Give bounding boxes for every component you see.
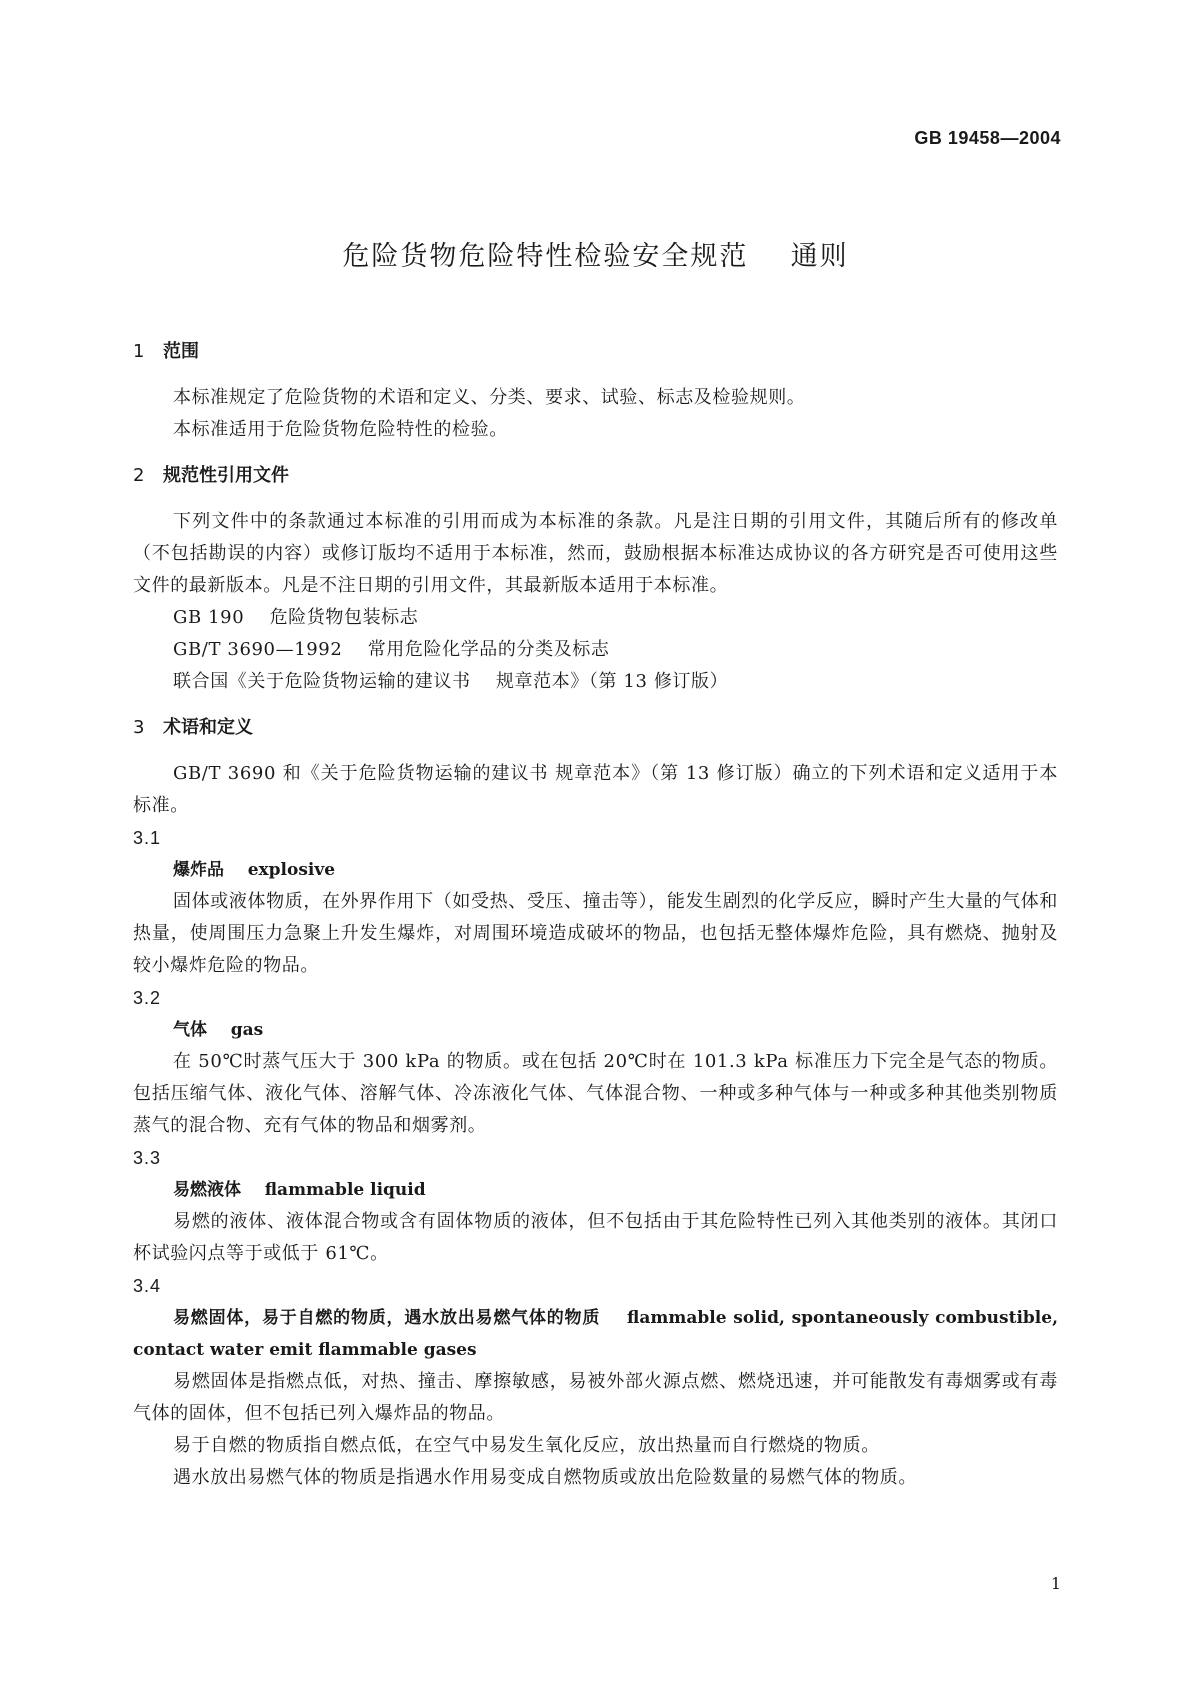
term-definition: 遇水放出易燃气体的物质是指遇水作用易变成自燃物质或放出危险数量的易燃气体的物质。 (173, 1467, 917, 1488)
scope-paragraph: 本标准规定了危险货物的术语和定义、分类、要求、试验、标志及检验规则。 (173, 387, 806, 408)
term-definition: 固体或液体物质，在外界作用下（如受热、受压、撞击等），能发生剧烈的化学反应，瞬时产生大量的气体和热量，使周围压力急聚上升发生爆炸，对周围环境造成破坏的物品，也包括无整体爆炸危险，具有燃烧、抛射及较小爆炸危险的物品。 (133, 891, 1058, 976)
term-chinese: 气体 (173, 1020, 207, 1040)
term-english: flammable liquid (264, 1180, 426, 1200)
section-number: 1 (133, 341, 145, 362)
term-heading (133, 1014, 1058, 1046)
section-heading-scope (133, 336, 1058, 368)
clause-number: 3.3 (133, 1148, 162, 1168)
section-title: 范围 (163, 341, 199, 362)
section-heading-normative-references (133, 460, 1058, 492)
clause-number: 3.1 (133, 828, 162, 848)
section-heading-terms-definitions (133, 712, 1058, 744)
document-body (133, 336, 1064, 1494)
term-chinese: 易燃液体 (173, 1180, 241, 1200)
clause-number: 3.2 (133, 988, 162, 1008)
page-number: 1 (1050, 1574, 1061, 1593)
section-title: 规范性引用文件 (163, 465, 289, 486)
term-heading (133, 1174, 1058, 1206)
term-chinese: 爆炸品 (173, 860, 224, 880)
term-definition: 易燃固体是指燃点低，对热、撞击、摩擦敏感，易被外部火源点燃、燃烧迅速，并可能散发有毒烟雾或有毒气体的固体，但不包括已列入爆炸品的物品。 (133, 1371, 1058, 1424)
terms-intro-paragraph: GB/T 3690 和《关于危险货物运输的建议书 规章范本》（第 13 修订版）确立的下列术语和定义适用于本标准。 (133, 763, 1058, 816)
term-english: explosive (247, 860, 336, 880)
references-paragraph: 下列文件中的条款通过本标准的引用而成为本标准的条款。凡是注日期的引用文件，其随后所有的修改单（不包括勘误的内容）或修订版均不适用于本标准，然而，鼓励根据本标准达成协议的各方研究是否可使用这些文件的最新版本。凡是不注日期的引用文件，其最新版本适用于本标准。 (133, 511, 1058, 596)
document-title: 危险货物危险特性检验安全规范 通则 (342, 241, 849, 272)
standard-number: GB 19458—2004 (914, 128, 1061, 148)
term-heading (133, 1302, 1064, 1366)
term-definition: 易于自燃的物质指自燃点低，在空气中易发生氧化反应，放出热量而自行燃烧的物质。 (173, 1435, 880, 1456)
scope-paragraph: 本标准适用于危险货物危险特性的检验。 (173, 419, 508, 440)
term-english: gas (230, 1020, 264, 1040)
term-chinese: 易燃固体，易于自燃的物质，遇水放出易燃气体的物质 (173, 1308, 601, 1328)
term-heading (133, 854, 1058, 886)
reference-item: GB 190 危险货物包装标志 (173, 607, 419, 628)
reference-item: GB/T 3690—1992 常用危险化学品的分类及标志 (173, 639, 610, 660)
clause-number: 3.4 (133, 1276, 162, 1296)
section-title: 术语和定义 (163, 717, 253, 738)
term-definition: 易燃的液体、液体混合物或含有固体物质的液体，但不包括由于其危险特性已列入其他类别的液体。其闭口杯试验闪点等于或低于 61℃。 (133, 1211, 1058, 1264)
term-definition: 在 50℃时蒸气压大于 300 kPa 的物质。或在包括 20℃时在 101.3 kPa 标准压力下完全是气态的物质。包括压缩气体、液化气体、溶解气体、冷冻液化气体、气体混合物、一种或多种气体与一种或多种其他类别物质蒸气的混合物、充有气体的物品和烟雾剂。 (133, 1051, 1058, 1136)
section-number: 2 (133, 465, 145, 486)
term-english: flammable solid, spontaneously combustible, contact water emit flammable gases (133, 1308, 1064, 1360)
section-number: 3 (133, 717, 145, 738)
reference-item: 联合国《关于危险货物运输的建议书 规章范本》（第 13 修订版） (173, 671, 729, 692)
